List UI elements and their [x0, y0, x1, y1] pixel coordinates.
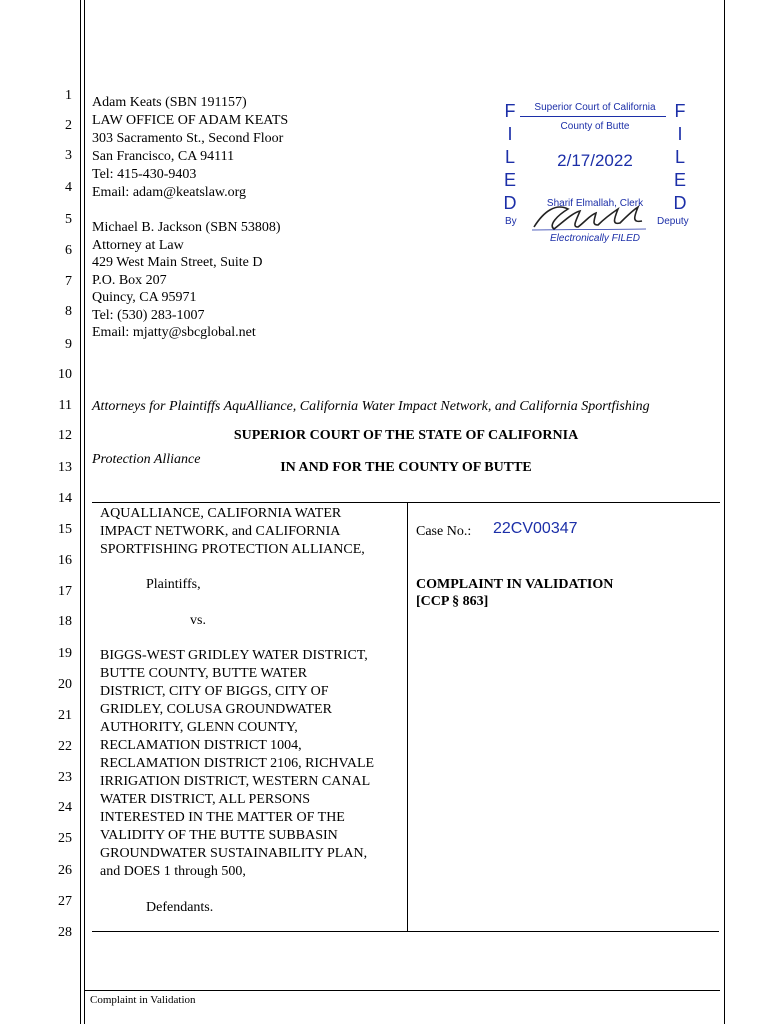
- footer-text: Complaint in Validation: [90, 994, 196, 1006]
- text-line: Tel: 415-430-9403: [92, 167, 197, 182]
- line-number: 22: [58, 739, 72, 754]
- text-line: Quincy, CA 95971: [92, 290, 197, 305]
- defendants-label: Defendants.: [146, 900, 214, 915]
- text-line: P.O. Box 207: [92, 272, 167, 288]
- case-no-label: Case No.:: [416, 524, 472, 539]
- clerk-signature: [528, 199, 652, 235]
- text-line: GRIDLEY, COLUSA GROUNDWATER: [100, 702, 332, 717]
- caption-divider: [407, 502, 408, 932]
- stamp-rule: [520, 116, 666, 117]
- line-number: 7: [65, 274, 72, 289]
- text-line: Attorney at Law: [92, 237, 184, 253]
- line-number: 8: [65, 304, 72, 319]
- line-number: 28: [58, 925, 72, 940]
- text-line: VALIDITY OF THE BUTTE SUBBASIN: [100, 828, 338, 843]
- filed-letter: L: [674, 147, 685, 167]
- text-line: Email: adam@keatslaw.org: [92, 185, 247, 200]
- text-line: BIGGS-WEST GRIDLEY WATER DISTRICT,: [100, 648, 368, 663]
- filed-letter: D: [503, 193, 517, 213]
- text-line: and DOES 1 through 500,: [100, 864, 246, 879]
- filed-letter: L: [504, 147, 515, 167]
- line-number: 9: [65, 337, 72, 352]
- line-number: 17: [58, 584, 72, 599]
- text-line: San Francisco, CA 94111: [92, 149, 235, 164]
- filed-letter: I: [507, 124, 513, 144]
- stamp-date: 2/17/2022: [557, 151, 633, 170]
- attorneys-for-line1: Attorneys for Plaintiffs AquAlliance, California Water Impact Network, and California Sportfishing: [92, 398, 650, 414]
- attorney-1-block: [92, 94, 288, 202]
- line-number: 21: [58, 708, 72, 723]
- line-number: 15: [58, 522, 72, 537]
- line-number: 6: [65, 243, 72, 258]
- text-line: AQUALLIANCE, CALIFORNIA WATER: [100, 506, 342, 521]
- versus: vs.: [190, 613, 206, 628]
- line-number: 10: [58, 367, 72, 382]
- text-line: GROUNDWATER SUSTAINABILITY PLAN,: [100, 846, 368, 861]
- line-number: 19: [58, 646, 72, 661]
- text-line: WATER DISTRICT, ALL PERSONS: [100, 792, 311, 807]
- defendants-names: [100, 647, 374, 881]
- text-line: 303 Sacramento St., Second Floor: [92, 131, 284, 146]
- text-line: AUTHORITY, GLENN COUNTY,: [100, 720, 298, 735]
- caption-top-rule: [92, 502, 720, 503]
- stamp-deputy: Deputy: [657, 216, 689, 227]
- text-line: Tel: (530) 283-1007: [92, 307, 205, 323]
- text-line: IMPACT NETWORK, and CALIFORNIA: [100, 524, 341, 539]
- line-number: 2: [65, 118, 72, 133]
- right-margin-line: [724, 0, 725, 1024]
- line-number: 26: [58, 863, 72, 878]
- left-margin-line-inner: [84, 0, 85, 1024]
- filed-letter: F: [674, 101, 686, 121]
- document-title: COMPLAINT IN VALIDATION: [416, 577, 614, 592]
- line-number: 1: [65, 88, 72, 103]
- caption-bottom-rule-left: [92, 931, 408, 932]
- line-number: 27: [58, 894, 72, 909]
- text-line: Michael B. Jackson (SBN 53808): [92, 220, 281, 235]
- left-margin-line: [80, 0, 81, 1024]
- text-line: DISTRICT, CITY OF BIGGS, CITY OF: [100, 684, 329, 699]
- filed-letter: E: [503, 170, 516, 190]
- stamp-county: County of Butte: [560, 121, 630, 132]
- filed-letter: E: [673, 170, 686, 190]
- text-line: Email: mjatty@sbcglobal.net: [92, 325, 256, 340]
- line-number: 11: [58, 398, 72, 413]
- stamp-clerk: Sharif Elmallah, Clerk: [546, 198, 644, 209]
- caption-bottom-rule-right: [408, 931, 719, 932]
- line-number: 24: [58, 800, 72, 815]
- line-number: 25: [58, 831, 72, 846]
- filed-letter: D: [673, 193, 687, 213]
- line-number: 4: [65, 180, 72, 195]
- attorney-2-block: [92, 219, 281, 342]
- court-county: IN AND FOR THE COUNTY OF BUTTE: [280, 460, 532, 475]
- case-number: 22CV00347: [493, 520, 578, 537]
- stamp-court: Superior Court of California: [534, 102, 656, 113]
- text-line: Adam Keats (SBN 191157): [92, 95, 247, 110]
- line-number: 18: [58, 614, 72, 629]
- filed-letter: F: [504, 101, 516, 121]
- text-line: INTERESTED IN THE MATTER OF THE: [100, 810, 345, 825]
- line-number: 5: [65, 212, 72, 227]
- line-number: 13: [58, 460, 72, 475]
- text-line: SPORTFISHING PROTECTION ALLIANCE,: [100, 542, 365, 557]
- text-line: BUTTE COUNTY, BUTTE WATER: [100, 666, 308, 681]
- filed-letter: I: [677, 124, 683, 144]
- line-number: 16: [58, 553, 72, 568]
- line-number: 23: [58, 770, 72, 785]
- line-number: 20: [58, 677, 72, 692]
- text-line: RECLAMATION DISTRICT 2106, RICHVALE: [100, 756, 375, 771]
- footer-rule: [84, 990, 720, 991]
- line-number: 14: [58, 491, 72, 506]
- document-citation: [CCP § 863]: [416, 594, 489, 609]
- attorneys-for-line2: Protection Alliance: [92, 451, 201, 467]
- stamp-by: By: [505, 216, 517, 227]
- court-heading: SUPERIOR COURT OF THE STATE OF CALIFORNIA: [233, 428, 579, 443]
- stamp-efiled: Electronically FILED: [549, 233, 641, 244]
- text-line: RECLAMATION DISTRICT 1004,: [100, 738, 302, 753]
- text-line: IRRIGATION DISTRICT, WESTERN CANAL: [100, 774, 371, 789]
- line-number: 12: [58, 428, 72, 443]
- plaintiffs-names: [100, 505, 365, 559]
- text-line: LAW OFFICE OF ADAM KEATS: [92, 113, 289, 128]
- text-line: 429 West Main Street, Suite D: [92, 255, 263, 270]
- plaintiffs-label: Plaintiffs,: [146, 577, 201, 592]
- line-number: 3: [65, 148, 72, 163]
